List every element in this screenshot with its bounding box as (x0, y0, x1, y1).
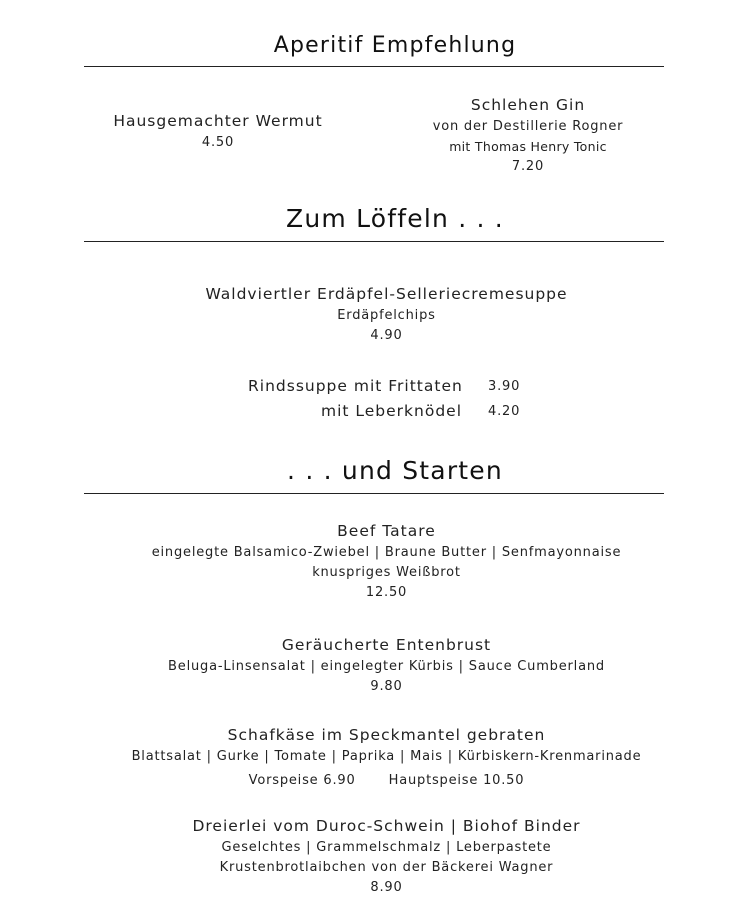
price-main: Hauptspeise 10.50 (388, 773, 525, 788)
section-title-starters: . . . und Starten (287, 456, 503, 485)
item-name: Geräucherte Entenbrust (281, 636, 492, 654)
section-title-aperitif: Aperitif Empfehlung (273, 33, 517, 58)
item-price: 7.20 (511, 159, 545, 174)
item-name: Beef Tatare (337, 522, 436, 540)
item-name-rindssuppe: Rindssuppe mit Frittaten (248, 377, 463, 395)
item-name: Waldviertler Erdäpfel-Selleriecremesuppe (205, 285, 568, 303)
item-description: mit Thomas Henry Tonic (449, 139, 607, 154)
item-price-rindssuppe: 3.90 (488, 379, 521, 394)
item-price: 12.50 (365, 585, 408, 600)
item-description: Erdäpfelchips (337, 308, 436, 323)
item-description: von der Destillerie Rogner (432, 119, 624, 134)
item-name-leberknoedel: mit Leberknödel (321, 402, 463, 420)
price-starter: Vorspeise 6.90 (248, 773, 356, 788)
item-name: Hausgemachter Wermut (113, 112, 323, 130)
menu-item-duroc (84, 817, 689, 895)
menu-item-gin (398, 96, 658, 174)
item-name: Dreierlei vom Duroc-Schwein | Biohof Binder (192, 817, 581, 835)
menu-item-beef-tatare (84, 522, 689, 600)
item-name: Schlehen Gin (470, 96, 586, 114)
menu-item-wermut (90, 112, 346, 150)
divider-starters (84, 493, 664, 494)
divider-aperitif (84, 66, 664, 67)
menu-item-schafkaese (84, 726, 689, 788)
menu-item-entenbrust (84, 636, 689, 694)
item-description: Geselchtes | Grammelschmalz | Leberpastete (221, 840, 552, 855)
item-price: 8.90 (370, 880, 403, 895)
item-description: Krustenbrotlaibchen von der Bäckerei Wagner (219, 860, 554, 875)
divider-soups (84, 241, 664, 242)
item-description: Beluga-Linsensalat | eingelegter Kürbis | Sauce Cumberland (168, 659, 605, 674)
item-price: 9.80 (370, 679, 403, 694)
item-price-row (84, 769, 689, 788)
menu-item-cremesuppe (84, 285, 689, 343)
item-price-leberknoedel: 4.20 (488, 404, 521, 419)
section-title-soups: Zum Löffeln . . . (286, 204, 504, 233)
item-description: Blattsalat | Gurke | Tomate | Paprika | Mais | Kürbiskern-Krenmarinade (131, 749, 642, 764)
item-price: 4.90 (370, 328, 403, 343)
item-price: 4.50 (201, 135, 235, 150)
item-description: eingelegte Balsamico-Zwiebel | Braune Butter | Senfmayonnaise (151, 545, 622, 560)
item-name: Schafkäse im Speckmantel gebraten (227, 726, 546, 744)
item-description: knuspriges Weißbrot (312, 565, 461, 580)
